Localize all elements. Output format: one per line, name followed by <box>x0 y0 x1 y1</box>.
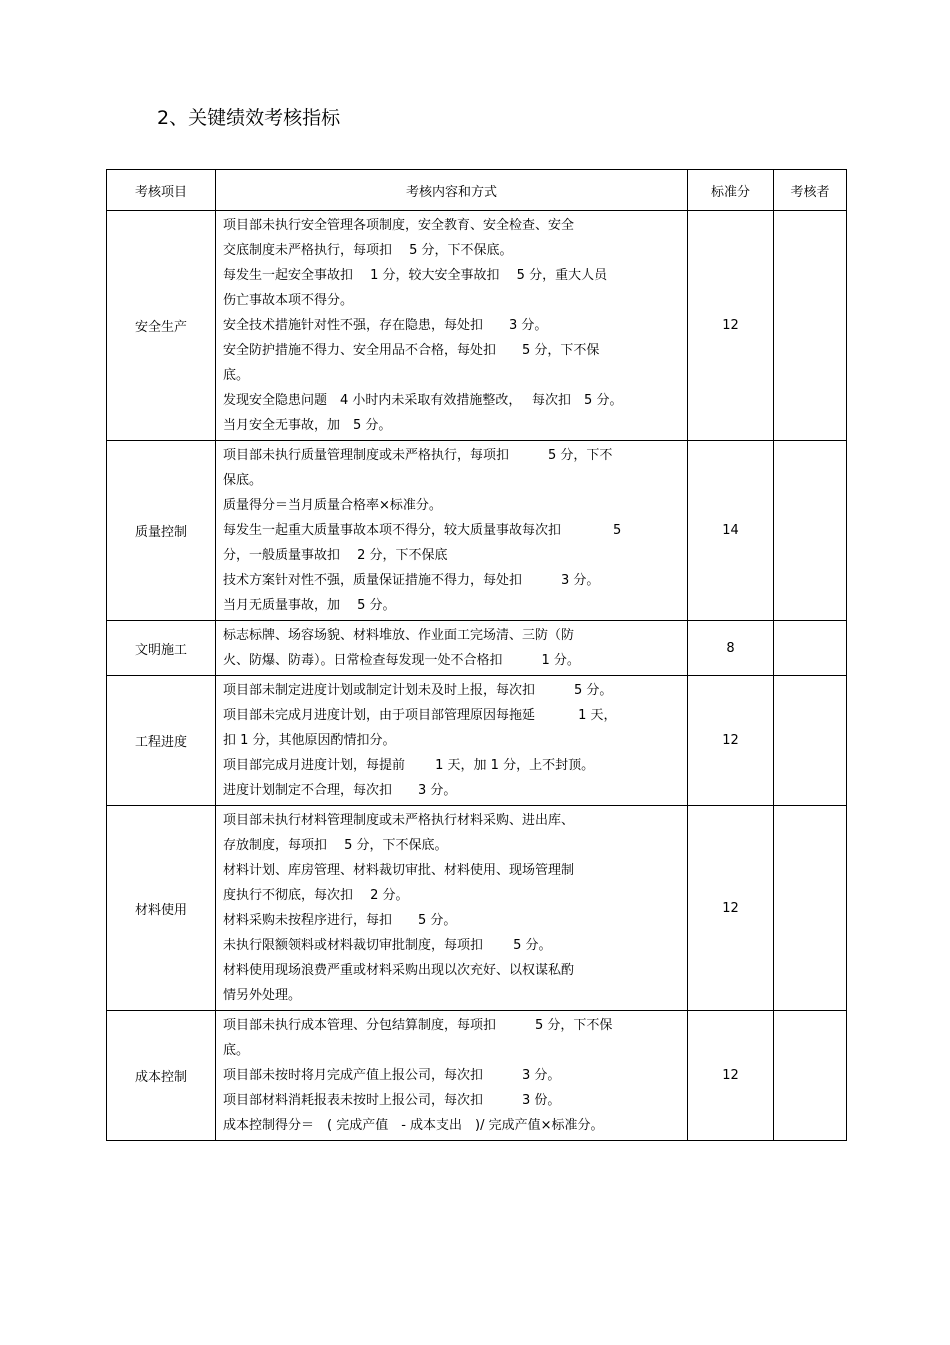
content-line: 项目部未完成月进度计划，由于项目部管理原因每拖延 1 天， <box>223 708 617 723</box>
header-reviewer: 考核者 <box>774 170 847 211</box>
page-title: 2、关键绩效考核指标 <box>157 107 341 129</box>
row-score: 12 <box>688 211 774 441</box>
row-item: 材料使用 <box>107 806 216 1011</box>
content-line: 当月无质量事故，加 5 分。 <box>223 598 396 613</box>
content-line: 当月安全无事故，加 5 分。 <box>223 418 392 433</box>
table-row <box>107 806 847 1011</box>
row-item: 文明施工 <box>107 621 216 676</box>
content-line: 情另外处理。 <box>223 988 302 1003</box>
content-line: 保底。 <box>223 473 263 488</box>
content-line: 底。 <box>223 368 250 383</box>
table-row <box>107 621 847 676</box>
content-line: 项目部未执行质量管理制度或未严格执行，每项扣 5 分，下不 <box>223 448 613 463</box>
content-line: 项目部未制定进度计划或制定计划未及时上报，每次扣 5 分。 <box>223 683 613 698</box>
row-reviewer <box>774 211 847 441</box>
row-reviewer <box>774 676 847 806</box>
content-line: 度执行不彻底，每次扣 2 分。 <box>223 888 409 903</box>
row-reviewer <box>774 441 847 621</box>
content-line: 材料计划、库房管理、材料裁切审批、材料使用、现场管理制 <box>223 863 575 878</box>
content-line: 项目部完成月进度计划，每提前 1 天，加 1 分，上不封顶。 <box>223 758 595 773</box>
row-reviewer <box>774 806 847 1011</box>
row-item: 工程进度 <box>107 676 216 806</box>
table-header-row <box>107 170 847 211</box>
content-line: 材料使用现场浪费严重或材料采购出现以次充好、以权谋私酌 <box>223 963 575 978</box>
table-row <box>107 676 847 806</box>
content-line: 未执行限额领料或材料裁切审批制度，每项扣 5 分。 <box>223 938 552 953</box>
content-line: 项目部材料消耗报表未按时上报公司，每次扣 3 份。 <box>223 1093 561 1108</box>
content-line: 每发生一起安全事故扣 1 分，较大安全事故扣 5 分，重大人员 <box>223 268 608 283</box>
row-score: 14 <box>688 441 774 621</box>
row-item: 安全生产 <box>107 211 216 441</box>
content-line: 标志标牌、场容场貌、材料堆放、作业面工完场清、三防（防 <box>223 628 575 643</box>
header-score: 标准分 <box>688 170 774 211</box>
table-row <box>107 211 847 441</box>
row-score: 8 <box>688 621 774 676</box>
content-line: 底。 <box>223 1043 250 1058</box>
row-score: 12 <box>688 676 774 806</box>
content-line: 项目部未执行安全管理各项制度，安全教育、安全检查、安全 <box>223 218 575 233</box>
header-item: 考核项目 <box>107 170 216 211</box>
row-content <box>216 441 688 621</box>
kpi-table <box>106 169 847 1141</box>
content-line: 进度计划制定不合理，每次扣 3 分。 <box>223 783 457 798</box>
row-content <box>216 676 688 806</box>
content-line: 存放制度，每项扣 5 分，下不保底。 <box>223 838 448 853</box>
row-content <box>216 211 688 441</box>
content-line: 伤亡事故本项不得分。 <box>223 293 354 308</box>
table-row <box>107 1011 847 1141</box>
content-line: 质量得分＝当月质量合格率×标准分。 <box>223 498 442 513</box>
table-row <box>107 441 847 621</box>
content-line: 项目部未按时将月完成产值上报公司，每次扣 3 分。 <box>223 1068 561 1083</box>
content-line: 火、防爆、防毒）。日常检查每发现一处不合格扣 1 分。 <box>223 653 580 668</box>
row-reviewer <box>774 621 847 676</box>
content-line: 安全技术措施针对性不强，存在隐患，每处扣 3 分。 <box>223 318 548 333</box>
content-line: 每发生一起重大质量事故本项不得分，较大质量事故每次扣 5 <box>223 523 622 538</box>
content-line: 成本控制得分＝ ( 完成产值 - 成本支出 )/ 完成产值×标准分。 <box>223 1118 604 1133</box>
row-content <box>216 806 688 1011</box>
row-score: 12 <box>688 806 774 1011</box>
content-line: 安全防护措施不得力、安全用品不合格，每处扣 5 分，下不保 <box>223 343 600 358</box>
row-content <box>216 621 688 676</box>
content-line: 扣 1 分，其他原因酌情扣分。 <box>223 733 396 748</box>
content-line: 项目部未执行材料管理制度或未严格执行材料采购、进出库、 <box>223 813 575 828</box>
content-line: 交底制度未严格执行，每项扣 5 分，下不保底。 <box>223 243 513 258</box>
row-reviewer <box>774 1011 847 1141</box>
row-score: 12 <box>688 1011 774 1141</box>
row-item: 成本控制 <box>107 1011 216 1141</box>
row-item: 质量控制 <box>107 441 216 621</box>
row-content <box>216 1011 688 1141</box>
header-content: 考核内容和方式 <box>216 170 688 211</box>
content-line: 项目部未执行成本管理、分包结算制度，每项扣 5 分，下不保 <box>223 1018 613 1033</box>
content-line: 材料采购未按程序进行，每扣 5 分。 <box>223 913 457 928</box>
content-line: 技术方案针对性不强，质量保证措施不得力，每处扣 3 分。 <box>223 573 600 588</box>
content-line: 分，一般质量事故扣 2 分，下不保底 <box>223 548 448 563</box>
content-line: 发现安全隐患问题 4 小时内未采取有效措施整改， 每次扣 5 分。 <box>223 393 623 408</box>
